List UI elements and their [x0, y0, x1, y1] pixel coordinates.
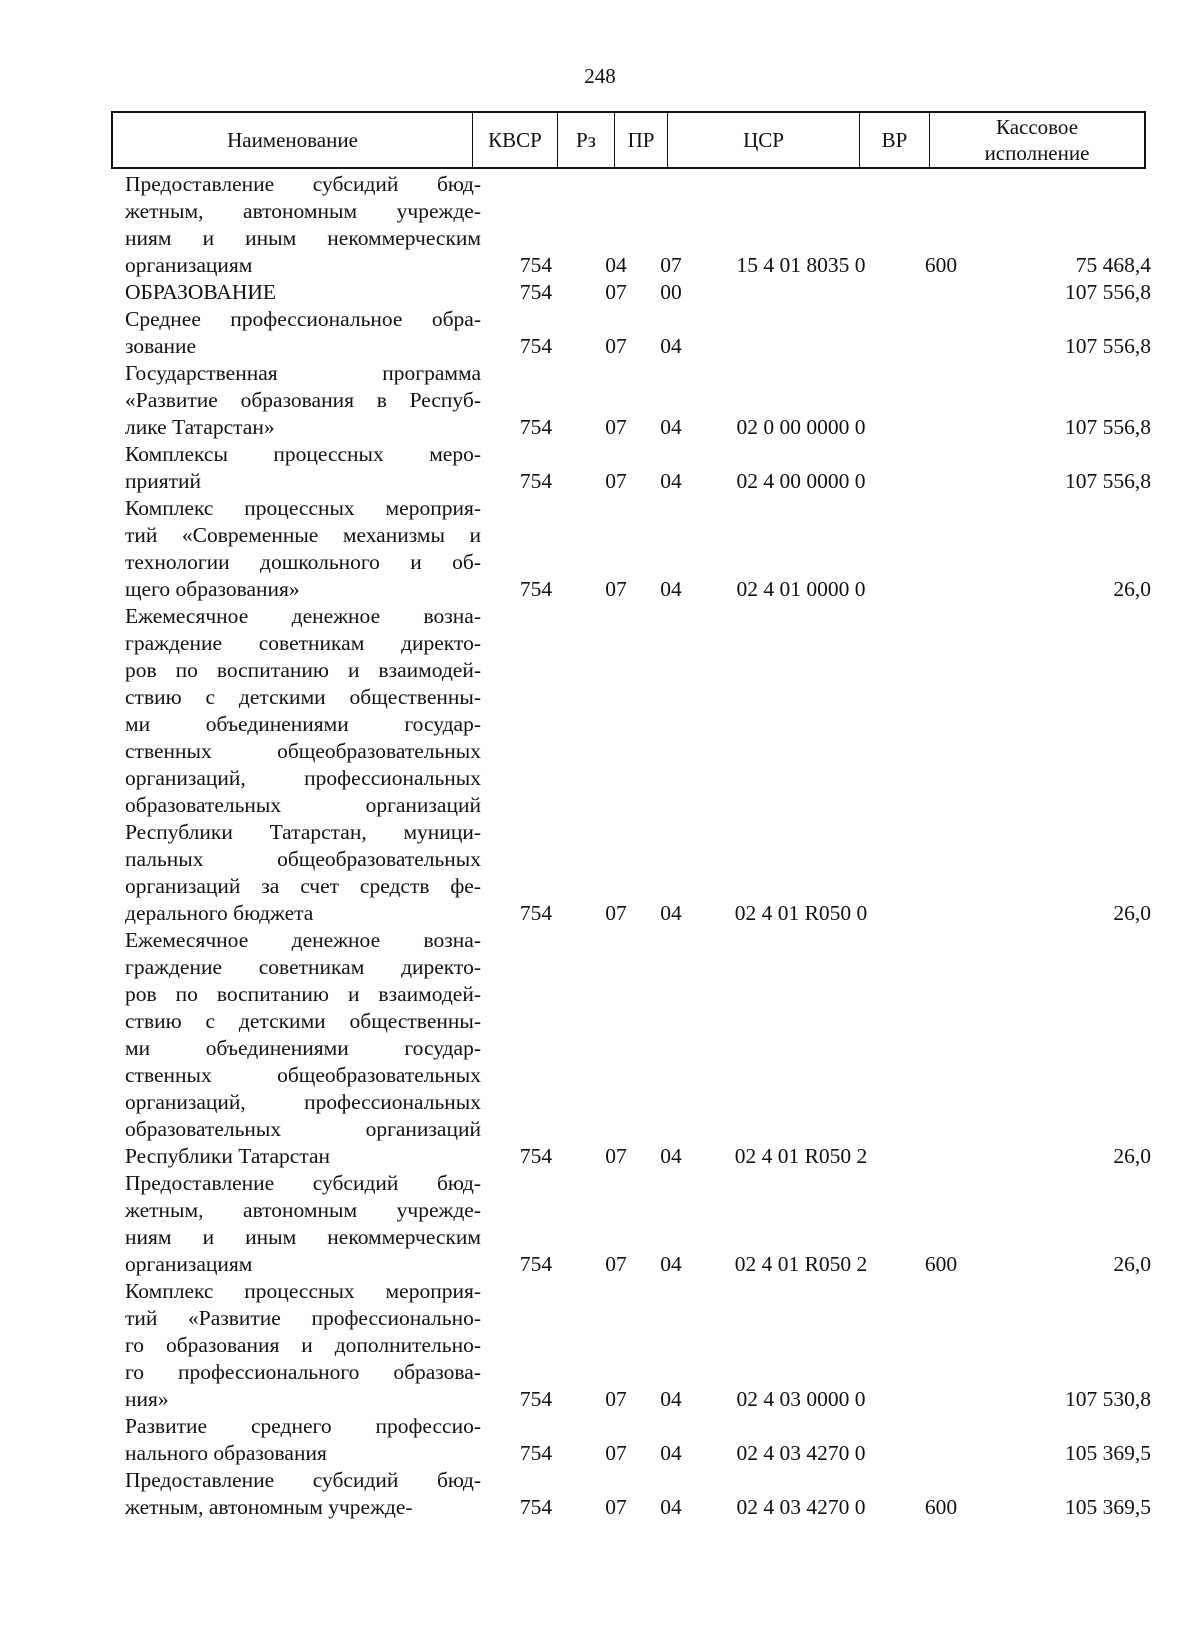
table-row — [111, 1413, 1151, 1467]
cell-rz: 07 — [605, 1495, 627, 1519]
row-name-line: Комплексы процессных меро- — [125, 442, 481, 466]
row-name-line: ствию с детскими общественны- — [125, 1009, 481, 1033]
cell-amount: 107 556,8 — [1065, 280, 1151, 304]
row-name-line: пальных общеобразовательных — [125, 847, 481, 871]
cell-amount: 26,0 — [1113, 1144, 1151, 1168]
row-name-line: организаций, профессиональных — [125, 1090, 481, 1114]
cell-pr: 07 — [660, 253, 682, 277]
cell-vr: 600 — [924, 1252, 958, 1276]
row-name — [111, 1467, 481, 1521]
row-name-line: щего образования» — [125, 577, 300, 601]
cell-amount: 105 369,5 — [1065, 1495, 1151, 1519]
cell-kvsr: 754 — [519, 253, 553, 277]
row-name — [111, 1170, 481, 1278]
header-name: Наименование — [113, 113, 473, 167]
row-name-line: ми объединениями государ- — [125, 712, 481, 736]
cell-csr: 02 4 01 0000 0 — [736, 577, 866, 601]
cell-kvsr: 754 — [519, 901, 553, 925]
cell-pr: 04 — [660, 577, 682, 601]
cell-csr: 02 4 00 0000 0 — [736, 469, 866, 493]
row-name — [111, 1413, 481, 1467]
cell-csr: 02 4 01 R050 2 — [734, 1252, 868, 1276]
cell-pr: 04 — [660, 415, 682, 439]
header-rz: Рз — [558, 113, 615, 167]
row-name-line: жетным, автономным учрежде- — [125, 1198, 481, 1222]
header-amount-line2: исполнение — [984, 141, 1090, 165]
row-name-line: тий «Развитие профессионально- — [125, 1306, 481, 1330]
row-name-line: Предоставление субсидий бюд- — [125, 1468, 481, 1492]
cell-rz: 07 — [605, 280, 627, 304]
cell-rz: 04 — [605, 253, 627, 277]
cell-pr: 04 — [660, 1495, 682, 1519]
row-name-line: ми объединениями государ- — [125, 1036, 481, 1060]
cell-kvsr: 754 — [519, 280, 553, 304]
row-name-line: Ежемесячное денежное возна- — [125, 604, 481, 628]
row-name-line: организациям — [125, 253, 253, 277]
table-row — [111, 1170, 1151, 1278]
row-name — [111, 495, 481, 603]
row-name-line: го образования и дополнительно- — [125, 1333, 481, 1357]
row-name-line: ниям и иным некоммерческим — [125, 1225, 481, 1249]
row-name-line: Республики Татарстан — [125, 1144, 331, 1168]
cell-pr: 04 — [660, 334, 682, 358]
cell-amount: 107 556,8 — [1065, 415, 1151, 439]
cell-csr: 02 4 01 R050 2 — [734, 1144, 868, 1168]
row-name — [111, 441, 481, 495]
row-name-line: Комплекс процессных мероприя- — [125, 1279, 481, 1303]
table-row — [111, 171, 1151, 279]
row-name-line: нального образования — [125, 1441, 327, 1465]
row-name — [111, 1278, 481, 1413]
cell-csr: 02 0 00 0000 0 — [736, 415, 866, 439]
cell-rz: 07 — [605, 1252, 627, 1276]
cell-csr: 02 4 03 4270 0 — [736, 1495, 866, 1519]
cell-pr: 04 — [660, 469, 682, 493]
cell-kvsr: 754 — [519, 469, 553, 493]
cell-pr: 04 — [660, 1252, 682, 1276]
row-name — [111, 360, 481, 441]
cell-amount: 105 369,5 — [1065, 1441, 1151, 1465]
row-name-line: Государственная программа — [125, 361, 481, 385]
row-name-line: Развитие среднего профессио- — [125, 1414, 481, 1438]
cell-csr: 15 4 01 8035 0 — [736, 253, 866, 277]
cell-vr: 600 — [924, 1495, 958, 1519]
row-name-line: ниям и иным некоммерческим — [125, 226, 481, 250]
cell-kvsr: 754 — [519, 334, 553, 358]
row-name-line: ОБРАЗОВАНИЕ — [125, 280, 277, 304]
cell-kvsr: 754 — [519, 577, 553, 601]
cell-kvsr: 754 — [519, 1495, 553, 1519]
table-body — [111, 171, 1151, 1521]
row-name-line: жетным, автономным учрежде- — [125, 199, 481, 223]
row-name-line: Среднее профессиональное обра- — [125, 307, 481, 331]
row-name-line: организаций, профессиональных — [125, 766, 481, 790]
row-name-line: тий «Современные механизмы и — [125, 523, 481, 547]
row-name-line: ров по воспитанию и взаимодей- — [125, 658, 481, 682]
table-row — [111, 603, 1151, 927]
row-name-line: организаций за счет средств фе- — [125, 874, 481, 898]
row-name-line: приятий — [125, 469, 202, 493]
cell-pr: 04 — [660, 1387, 682, 1411]
table-row — [111, 306, 1151, 360]
cell-amount: 26,0 — [1113, 901, 1151, 925]
table-row — [111, 1278, 1151, 1413]
row-name-line: зование — [125, 334, 197, 358]
cell-amount: 26,0 — [1113, 577, 1151, 601]
row-name-line: Ежемесячное денежное возна- — [125, 928, 481, 952]
row-name — [111, 171, 481, 279]
row-name-line: Комплекс процессных мероприя- — [125, 496, 481, 520]
cell-vr: 600 — [924, 253, 958, 277]
cell-amount: 107 530,8 — [1065, 1387, 1151, 1411]
table-header — [111, 111, 1146, 169]
table-row — [111, 360, 1151, 441]
row-name-line: жетным, автономным учрежде- — [125, 1495, 413, 1519]
cell-kvsr: 754 — [519, 1387, 553, 1411]
cell-amount: 26,0 — [1113, 1252, 1151, 1276]
header-kvsr: КВСР — [473, 113, 558, 167]
header-amount — [930, 113, 1144, 167]
row-name-line: граждение советникам директо- — [125, 631, 481, 655]
cell-rz: 07 — [605, 1441, 627, 1465]
cell-kvsr: 754 — [519, 1144, 553, 1168]
cell-rz: 07 — [605, 415, 627, 439]
row-name — [111, 927, 481, 1170]
cell-kvsr: 754 — [519, 1441, 553, 1465]
header-pr: ПР — [615, 113, 668, 167]
row-name-line: ственных общеобразовательных — [125, 739, 481, 763]
row-name-line: образовательных организаций — [125, 793, 481, 817]
row-name-line: ствию с детскими общественны- — [125, 685, 481, 709]
row-name — [111, 279, 481, 306]
cell-amount: 107 556,8 — [1065, 334, 1151, 358]
table-row — [111, 1467, 1151, 1521]
row-name-line: Предоставление субсидий бюд- — [125, 172, 481, 196]
row-name-line: образовательных организаций — [125, 1117, 481, 1141]
page-number: 248 — [584, 64, 616, 88]
cell-amount: 75 468,4 — [1075, 253, 1151, 277]
table-row — [111, 441, 1151, 495]
cell-rz: 07 — [605, 901, 627, 925]
row-name-line: Предоставление субсидий бюд- — [125, 1171, 481, 1195]
row-name-line: дерального бюджета — [125, 901, 314, 925]
row-name-line: ния» — [125, 1387, 169, 1411]
row-name-line: ственных общеобразовательных — [125, 1063, 481, 1087]
row-name-line: лике Татарстан» — [125, 415, 275, 439]
cell-pr: 00 — [660, 280, 682, 304]
row-name — [111, 603, 481, 927]
table-row — [111, 927, 1151, 1170]
cell-pr: 04 — [660, 1144, 682, 1168]
cell-pr: 04 — [660, 901, 682, 925]
row-name-line: технологии дошкольного и об- — [125, 550, 481, 574]
cell-kvsr: 754 — [519, 1252, 553, 1276]
row-name — [111, 306, 481, 360]
header-vr: ВР — [860, 113, 930, 167]
row-name-line: ров по воспитанию и взаимодей- — [125, 982, 481, 1006]
cell-rz: 07 — [605, 1144, 627, 1168]
cell-csr: 02 4 01 R050 0 — [734, 901, 868, 925]
row-name-line: го профессионального образова- — [125, 1360, 481, 1384]
table-row — [111, 495, 1151, 603]
cell-csr: 02 4 03 4270 0 — [736, 1441, 866, 1465]
row-name-line: организациям — [125, 1252, 253, 1276]
cell-rz: 07 — [605, 577, 627, 601]
header-amount-line1: Кассовое — [995, 115, 1079, 139]
row-name-line: граждение советникам директо- — [125, 955, 481, 979]
cell-rz: 07 — [605, 1387, 627, 1411]
header-csr: ЦСР — [668, 113, 860, 167]
row-name-line: Республики Татарстан, муници- — [125, 820, 481, 844]
cell-rz: 07 — [605, 469, 627, 493]
table-row — [111, 279, 1151, 306]
cell-amount: 107 556,8 — [1065, 469, 1151, 493]
cell-csr: 02 4 03 0000 0 — [736, 1387, 866, 1411]
cell-pr: 04 — [660, 1441, 682, 1465]
cell-rz: 07 — [605, 334, 627, 358]
row-name-line: «Развитие образования в Респуб- — [125, 388, 481, 412]
cell-kvsr: 754 — [519, 415, 553, 439]
